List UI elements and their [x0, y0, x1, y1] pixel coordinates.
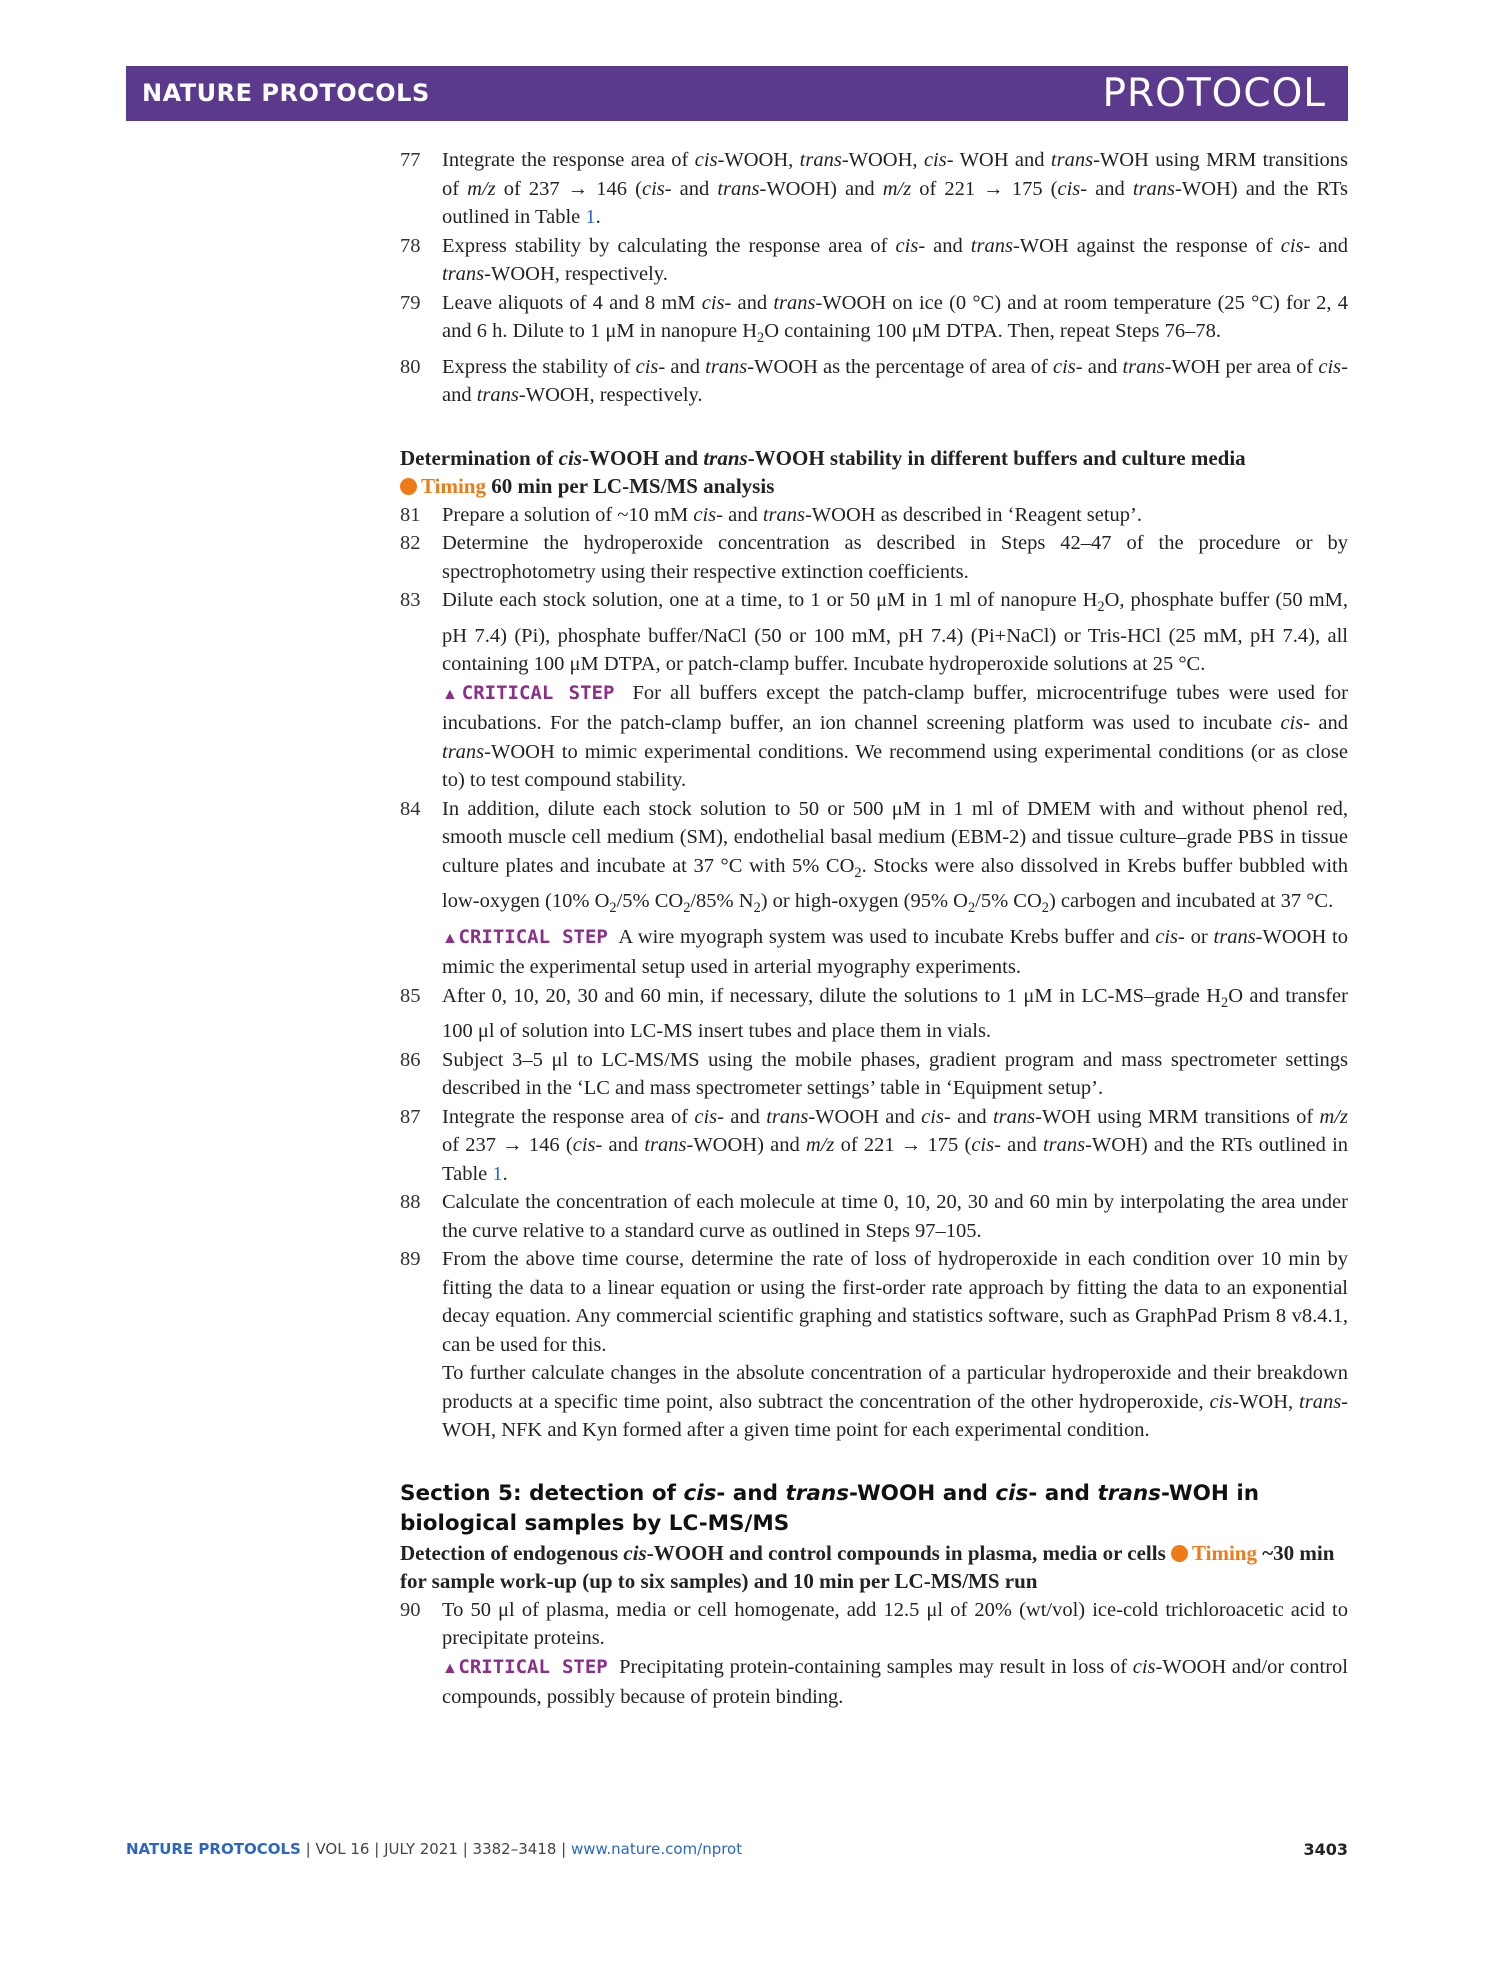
- subsection-heading: [400, 444, 1348, 501]
- procedure-step: [400, 795, 1348, 982]
- step-number: 89: [400, 1248, 421, 1271]
- step-extra-paragraph: To further calculate changes in the absolute concentration of a particular hydroperoxide and their breakdown products at a specific time point, also subtract the concentration of the other hydroperoxide, cis-WOH, trans-WOH, NFK and Kyn formed after a given time point for each experimental condition.: [442, 1362, 1348, 1442]
- critical-step-label: CRITICAL STEP: [461, 681, 615, 704]
- critical-step-note: ▲CRITICAL STEP For all buffers except the patch-clamp buffer, microcentrifuge tubes were used for incubations. For the patch-clamp buffer, an ion channel screening platform was used to incubate cis- and trans-WOOH to mimic experimental conditions. We recommend using experimental conditions (or as close to) to test compound stability.: [442, 681, 1348, 792]
- step-text: Integrate the response area of cis-WOOH, trans-WOOH, cis- WOH and trans-WOH using MRM transitions of m/z of 237 → 146 (cis- and trans-WOOH) and m/z of 221 → 175 (cis- and trans-WOH) and the RTs outlined in Table 1.: [442, 149, 1349, 228]
- steps-group-a: [400, 146, 1348, 410]
- procedure-step: [400, 1245, 1348, 1445]
- step-text: Integrate the response area of cis- and trans-WOOH and cis- and trans-WOH using MRM transitions of m/z of 237 → 146 (cis- and trans-WOOH) and m/z of 221 → 175 (cis- and trans-WOH) and the RTs outlined in Table 1.: [442, 1105, 1349, 1185]
- footer-url-link[interactable]: www.nature.com/nprot: [570, 1840, 743, 1858]
- step-number: 90: [400, 1598, 421, 1621]
- step-number: 84: [400, 797, 421, 820]
- section-subtitle: Detection of endogenous cis-WOOH and control compounds in plasma, media or cells Timing ~30 min for sample work-up (up to six samples) and 10 min per LC-MS/MS run: [400, 1540, 1335, 1594]
- step-text: Express stability by calculating the response area of cis- and trans-WOH against the response of cis- and trans-WOOH, respectively.: [442, 234, 1348, 285]
- step-number: 85: [400, 984, 421, 1007]
- step-number: 78: [400, 234, 421, 257]
- procedure-step: [400, 1188, 1348, 1245]
- footer-pages: 3382–3418: [472, 1840, 557, 1858]
- step-text: Prepare a solution of ~10 mM cis- and trans-WOOH as described in ‘Reagent setup’.: [442, 503, 1142, 526]
- section-title: Section 5: detection of cis- and trans-WOOH and cis- and trans-WOH in biological samples by LC-MS/MS: [400, 1480, 1260, 1536]
- warning-triangle-icon: ▲: [442, 929, 459, 947]
- article-type: PROTOCOL: [1102, 71, 1326, 116]
- procedure-step: [400, 501, 1348, 530]
- footer-journal: NATURE PROTOCOLS: [126, 1840, 301, 1858]
- footer-volume: VOL 16: [315, 1840, 370, 1858]
- page-footer: NATURE PROTOCOLS | VOL 16 | JULY 2021 | 3382–3418 | www.nature.com/nprot 3403: [126, 1840, 1348, 1859]
- section-subtitle-text: Detection of endogenous cis-WOOH and control compounds in plasma, media or cells: [400, 1540, 1166, 1565]
- critical-step-label: CRITICAL STEP: [458, 925, 608, 948]
- step-number: 88: [400, 1191, 421, 1214]
- timing-dot-icon: [400, 478, 417, 495]
- step-text: To 50 μl of plasma, media or cell homogenate, add 12.5 μl of 20% (wt/vol) ice-cold trichloroacetic acid to precipitate proteins. ▲CRITICAL STEP Precipitating protein-containing samples may result in loss of cis-WOOH and/or control compounds, possibly because of protein binding.: [442, 1596, 1348, 1712]
- warning-triangle-icon: ▲: [442, 685, 462, 703]
- procedure-step: [400, 1596, 1348, 1712]
- step-text: Subject 3–5 μl to LC-MS/MS using the mobile phases, gradient program and mass spectrometer settings described in the ‘LC and mass spectrometer settings’ table in ‘Equipment setup’.: [442, 1048, 1348, 1100]
- procedure-step: [400, 982, 1348, 1046]
- warning-triangle-icon: ▲: [442, 1659, 459, 1677]
- step-text: After 0, 10, 20, 30 and 60 min, if necessary, dilute the solutions to 1 μM in LC-MS–grade $H_2O$ and transfer 100 μl of solution into LC-MS insert tubes and place them in vials.: [442, 984, 1348, 1043]
- step-number: 80: [400, 355, 421, 378]
- timing-dot-icon: [1171, 1545, 1188, 1562]
- critical-step-label: CRITICAL STEP: [458, 1655, 608, 1678]
- step-text: Calculate the concentration of each molecule at time 0, 10, 20, 30 and 60 min by interpolating the area under the curve relative to a standard curve as outlined in Steps 97–105.: [442, 1191, 1348, 1242]
- steps-group-c: [400, 1596, 1348, 1712]
- step-number: 87: [400, 1105, 421, 1128]
- step-text: Leave aliquots of 4 and 8 mM cis- and trans-WOOH on ice (0 °C) and at room temperature (25 °C) for 2, 4 and 6 h. Dilute to 1 μM in nanopure $H_2O$ containing 100 μM DTPA. Then, repeat Steps 76–78.: [442, 291, 1348, 347]
- procedure-step: [400, 146, 1348, 232]
- procedure-step: [400, 1046, 1348, 1103]
- step-number: 82: [400, 532, 421, 555]
- procedure-step: [400, 586, 1348, 795]
- procedure-step: [400, 289, 1348, 353]
- steps-group-b: [400, 501, 1348, 1445]
- journal-banner: [126, 66, 1348, 121]
- procedure-step: [400, 353, 1348, 410]
- procedure-step: [400, 529, 1348, 586]
- step-text: Dilute each stock solution, one at a time, to 1 or 50 μM in 1 ml of nanopure $H_2O$, phosphate buffer (50 mM, pH 7.4) (Pi), phosphate buffer/NaCl (50 or 100 mM, pH 7.4) (Pi+NaCl) or Tris-HCl (25 mM, pH 7.4), all containing 100 μM DTPA, or patch-clamp buffer. Incubate hydroperoxide solutions at 25 °C. ▲CRITICAL STEP For all buffers except the patch-clamp buffer, microcentrifuge tubes were used for incubations. For the patch-clamp buffer, an ion channel screening platform was used to incubate cis- and trans-WOOH to mimic experimental conditions. We recommend using experimental conditions (or as close to) to test compound stability.: [442, 586, 1348, 795]
- subsection-title: Determination of cis-WOOH and trans-WOOH stability in different buffers and culture media: [400, 445, 1246, 470]
- procedure-step: [400, 232, 1348, 289]
- step-text: Express the stability of cis- and trans-WOOH as the percentage of area of cis- and trans-WOH per area of cis- and trans-WOOH, respectively.: [442, 355, 1348, 407]
- step-text: Determine the hydroperoxide concentration as described in Steps 42–47 of the procedure or by spectrophotometry using their respective extinction coefficients.: [442, 532, 1348, 583]
- step-text: From the above time course, determine the rate of loss of hydroperoxide in each condition over 10 min by fitting the data to a linear equation or using the first-order rate approach by fitting the data to an exponential decay equation. Any commercial scientific graphing and statistics software, such as GraphPad Prism 8 v8.4.1, can be used for this. To further calculate changes in the absolute concentration of a particular hydroperoxide and their breakdown products at a specific time point, also subtract the concentration of the other hydroperoxide, cis-WOH, trans-WOH, NFK and Kyn formed after a given time point for each experimental condition.: [442, 1245, 1348, 1445]
- footer-date: JULY 2021: [384, 1840, 458, 1858]
- journal-name: NATURE PROTOCOLS: [142, 79, 430, 107]
- step-number: 86: [400, 1048, 421, 1071]
- step-number: 81: [400, 503, 421, 526]
- step-number: 79: [400, 291, 421, 314]
- step-number: 83: [400, 589, 421, 612]
- page-number: 3403: [1303, 1840, 1348, 1859]
- main-content: [400, 146, 1348, 1712]
- critical-step-note: ▲CRITICAL STEP A wire myograph system was used to incubate Krebs buffer and cis- or trans-WOOH to mimic the experimental setup used in arterial myography experiments.: [442, 925, 1348, 979]
- step-number: 77: [400, 149, 421, 171]
- step-text: In addition, dilute each stock solution to 50 or 500 μM in 1 ml of DMEM with and without phenol red, smooth muscle cell medium (SM), endothelial basal medium (EBM-2) and tissue culture–grade PBS in tissue culture plates and incubate at 37 °C with 5% $CO_2$. Stocks were also dissolved in Krebs buffer bubbled with low-oxygen (10% $O_2/5\%$ $CO_2/85\%$ $N_2$) or high-oxygen (95% $O_2/5\%$ $CO_2$) carbogen and incubated at 37 °C. ▲CRITICAL STEP A wire myograph system was used to incubate Krebs buffer and cis- or trans-WOOH to mimic the experimental setup used in arterial myography experiments.: [442, 795, 1348, 982]
- critical-step-note: ▲CRITICAL STEP Precipitating protein-containing samples may result in loss of cis-WOOH and/or control compounds, possibly because of protein binding.: [442, 1655, 1348, 1709]
- procedure-step: [400, 1103, 1348, 1189]
- subsection-timing: Timing 60 min per LC-MS/MS analysis: [400, 472, 1348, 501]
